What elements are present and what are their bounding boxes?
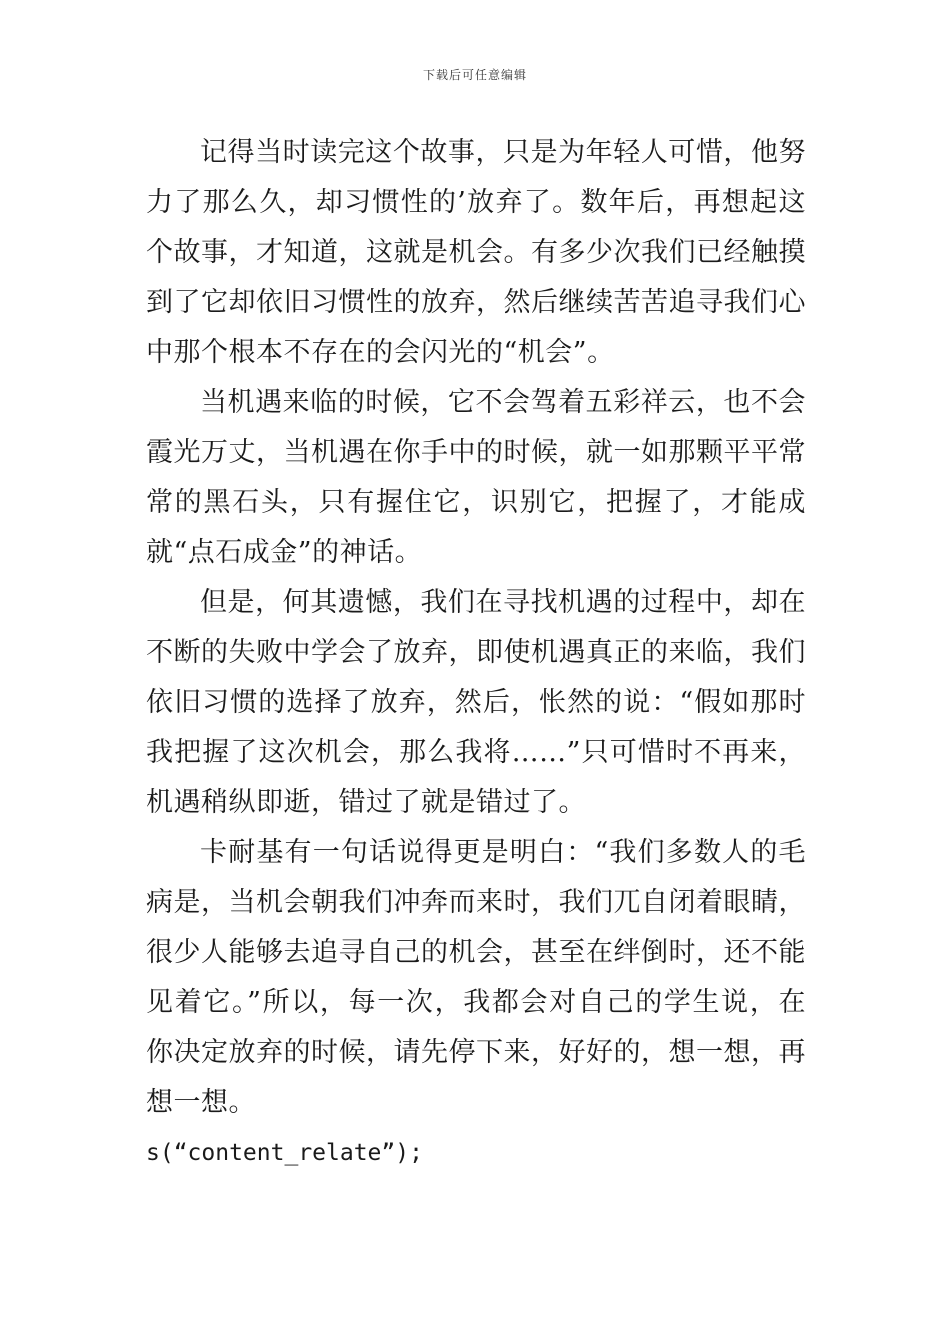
document-body	[146, 128, 806, 1178]
paragraph-1: 记得当时读完这个故事，只是为年轻人可惜，他努力了那么久，却习惯性的’放弃了。数年后，再想起这个故事，才知道，这就是机会。有多少次我们已经触摸到了它却依旧习惯性的放弃，然后继续苦苦追寻我们心中那个根本不存在的会闪光的“机会”。	[146, 137, 806, 368]
paragraph-3: 但是，何其遗憾，我们在寻找机遇的过程中，却在不断的失败中学会了放弃，即使机遇真正的来临，我们依旧习惯的选择了放弃，然后，怅然的说：“假如那时我把握了这次机会，那么我将……”只可惜时不再来，机遇稍纵即逝，错过了就是错过了。	[146, 587, 806, 818]
header-note: 下载后可任意编辑	[422, 68, 527, 82]
code-snippet: s(“content_relate”);	[146, 1140, 423, 1166]
paragraph-2: 当机遇来临的时候，它不会驾着五彩祥云，也不会霞光万丈，当机遇在你手中的时候，就一如那颗平平常常的黑石头，只有握住它，识别它，把握了，才能成就“点石成金”的神话。	[146, 387, 806, 568]
paragraph-4: 卡耐基有一句话说得更是明白：“我们多数人的毛病是，当机会朝我们冲奔而来时，我们兀自闭着眼睛，很少人能够去追寻自己的机会，甚至在绊倒时，还不能见着它。”所以，每一次，我都会对自己的学生说，在你决定放弃的时候，请先停下来，好好的，想一想，再想一想。	[146, 837, 806, 1118]
